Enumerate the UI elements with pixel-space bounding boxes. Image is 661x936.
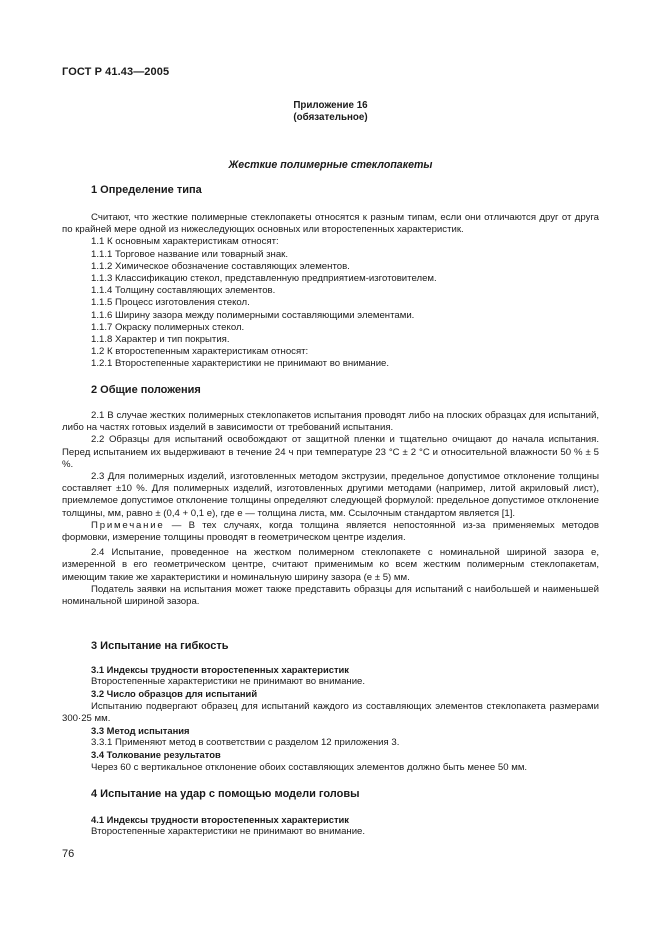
list-item: 1.2.1 Второстепенные характеристики не принимают во внимание. [91,358,390,370]
section-1-body [62,212,599,371]
section-3-heading: 3 Испытание на гибкость [91,640,229,652]
section-1-intro: Считают, что жесткие полимерные стеклопакеты относятся к разным типам, если они отличаются друг от друга по крайней мере одной из нижеследующих основных или второстепенных характеристик. [62,212,599,236]
document-code: ГОСТ Р 41.43—2005 [62,66,170,78]
list-item: 1.1.5 Процесс изготовления стекол. [91,297,250,309]
annex-title: Жесткие полимерные стеклопакеты [228,159,433,171]
subsection-text: Испытанию подвергают образец для испытаний каждого из составляющих элементов стеклопакета размерами 300·25 мм. [62,700,599,724]
annex-heading [0,100,661,124]
subsection-text: Второстепенные характеристики не принимают во внимание. [91,826,366,838]
subsection-text: 3.3.1 Применяют метод в соответствии с разделом 12 приложения 3. [91,737,400,749]
list-item: 1.1.4 Толщину составляющих элементов. [91,285,276,297]
subsection-heading: 3.3 Метод испытания [91,725,190,737]
list-item: 1.1.1 Торговое название или товарный знак. [91,248,289,260]
section-4-body [62,814,599,838]
subsection-heading: 3.2 Число образцов для испытаний [91,688,258,700]
section-2-body [62,410,599,608]
list-item: 1.1 К основным характеристикам относят: [91,236,279,248]
list-item: 1.1.2 Химическое обозначение составляющих элементов. [91,260,350,272]
list-item: 1.1.3 Классификацию стекол, представленную предприятием-изготовителем. [91,273,437,285]
section-3-body [62,664,599,774]
list-item: 1.1.7 Окраску полимерных стекол. [91,321,245,333]
list-item: 1.2 К второстепенным характеристикам относят: [91,346,309,358]
list-item: 1.1.6 Ширину зазора между полимерными составляющими элементами. [91,309,415,321]
note-text: — В тех случаях, когда толщина является непостоянной из-за применяемых методов формовки, измерение толщины проводят в геометрическом центре изделия. [62,519,599,544]
page-number: 76 [62,848,75,860]
paragraph-2-1: 2.1 В случае жестких полимерных стеклопакетов испытания проводят либо на плоских образцах для испытаний, либо на частях готовых изделий в зависимости от требований испытания. [62,410,599,434]
section-1-heading: 1 Определение типа [91,184,202,196]
section-4-heading: 4 Испытание на удар с помощью модели головы [91,788,360,800]
annex-number: Приложение 16 [293,100,368,111]
subsection-heading: 4.1 Индексы трудности второстепенных характеристик [91,814,349,825]
paragraph-2-4: 2.4 Испытание, проведенное на жестком полимерном стеклопакете с номинальной шириной зазора е, измеренной в его геометрическом центре, считают применимым ко всем жестким полимерным стеклопакетам, имеющим такие же характеристики и номинальную ширину зазора (е ± 5) мм. [62,547,599,583]
paragraph-2-2: 2.2 Образцы для испытаний освобождают от защитной пленки и тщательно очищают до начала испытания. Перед испытанием их выдерживают в течение 24 ч при температуре 23 °С ± 2 °С и относительной влажности 50 % ± 5 %. [62,434,599,470]
subsection-text: Второстепенные характеристики не принимают во внимание. [91,676,366,688]
annex-type: (обязательное) [293,112,368,123]
paragraph-2-3: 2.3 Для полимерных изделий, изготовленных методом экструзии, предельное допустимое отклонение толщины составляет ±10 %. Для полимерных изделий, изготовленных другими методами (например, литой акриловый лист), приемлемое допустимое отклонение толщины определяют следующей формулой: предельное допустимое отклонение толщины, мм, равно ± (0,4 + 0,1 е), где е — толщина листа, мм. Ссылочным стандартом является [1]. [62,471,599,519]
section-2-heading: 2 Общие положения [91,384,201,396]
paragraph-2-5: Податель заявки на испытания может также представить образцы для испытаний с наибольшей и наименьшей номинальной шириной зазора. [62,583,599,608]
note-label: Примечание [91,519,165,531]
list-item: 1.1.8 Характер и тип покрытия. [91,334,230,346]
note-paragraph [62,520,599,544]
subsection-heading: 3.1 Индексы трудности второстепенных характеристик [91,664,349,675]
subsection-text: Через 60 с вертикальное отклонение обоих составляющих элементов должно быть менее 50 мм. [91,761,528,773]
subsection-heading: 3.4 Толкование результатов [91,749,221,761]
